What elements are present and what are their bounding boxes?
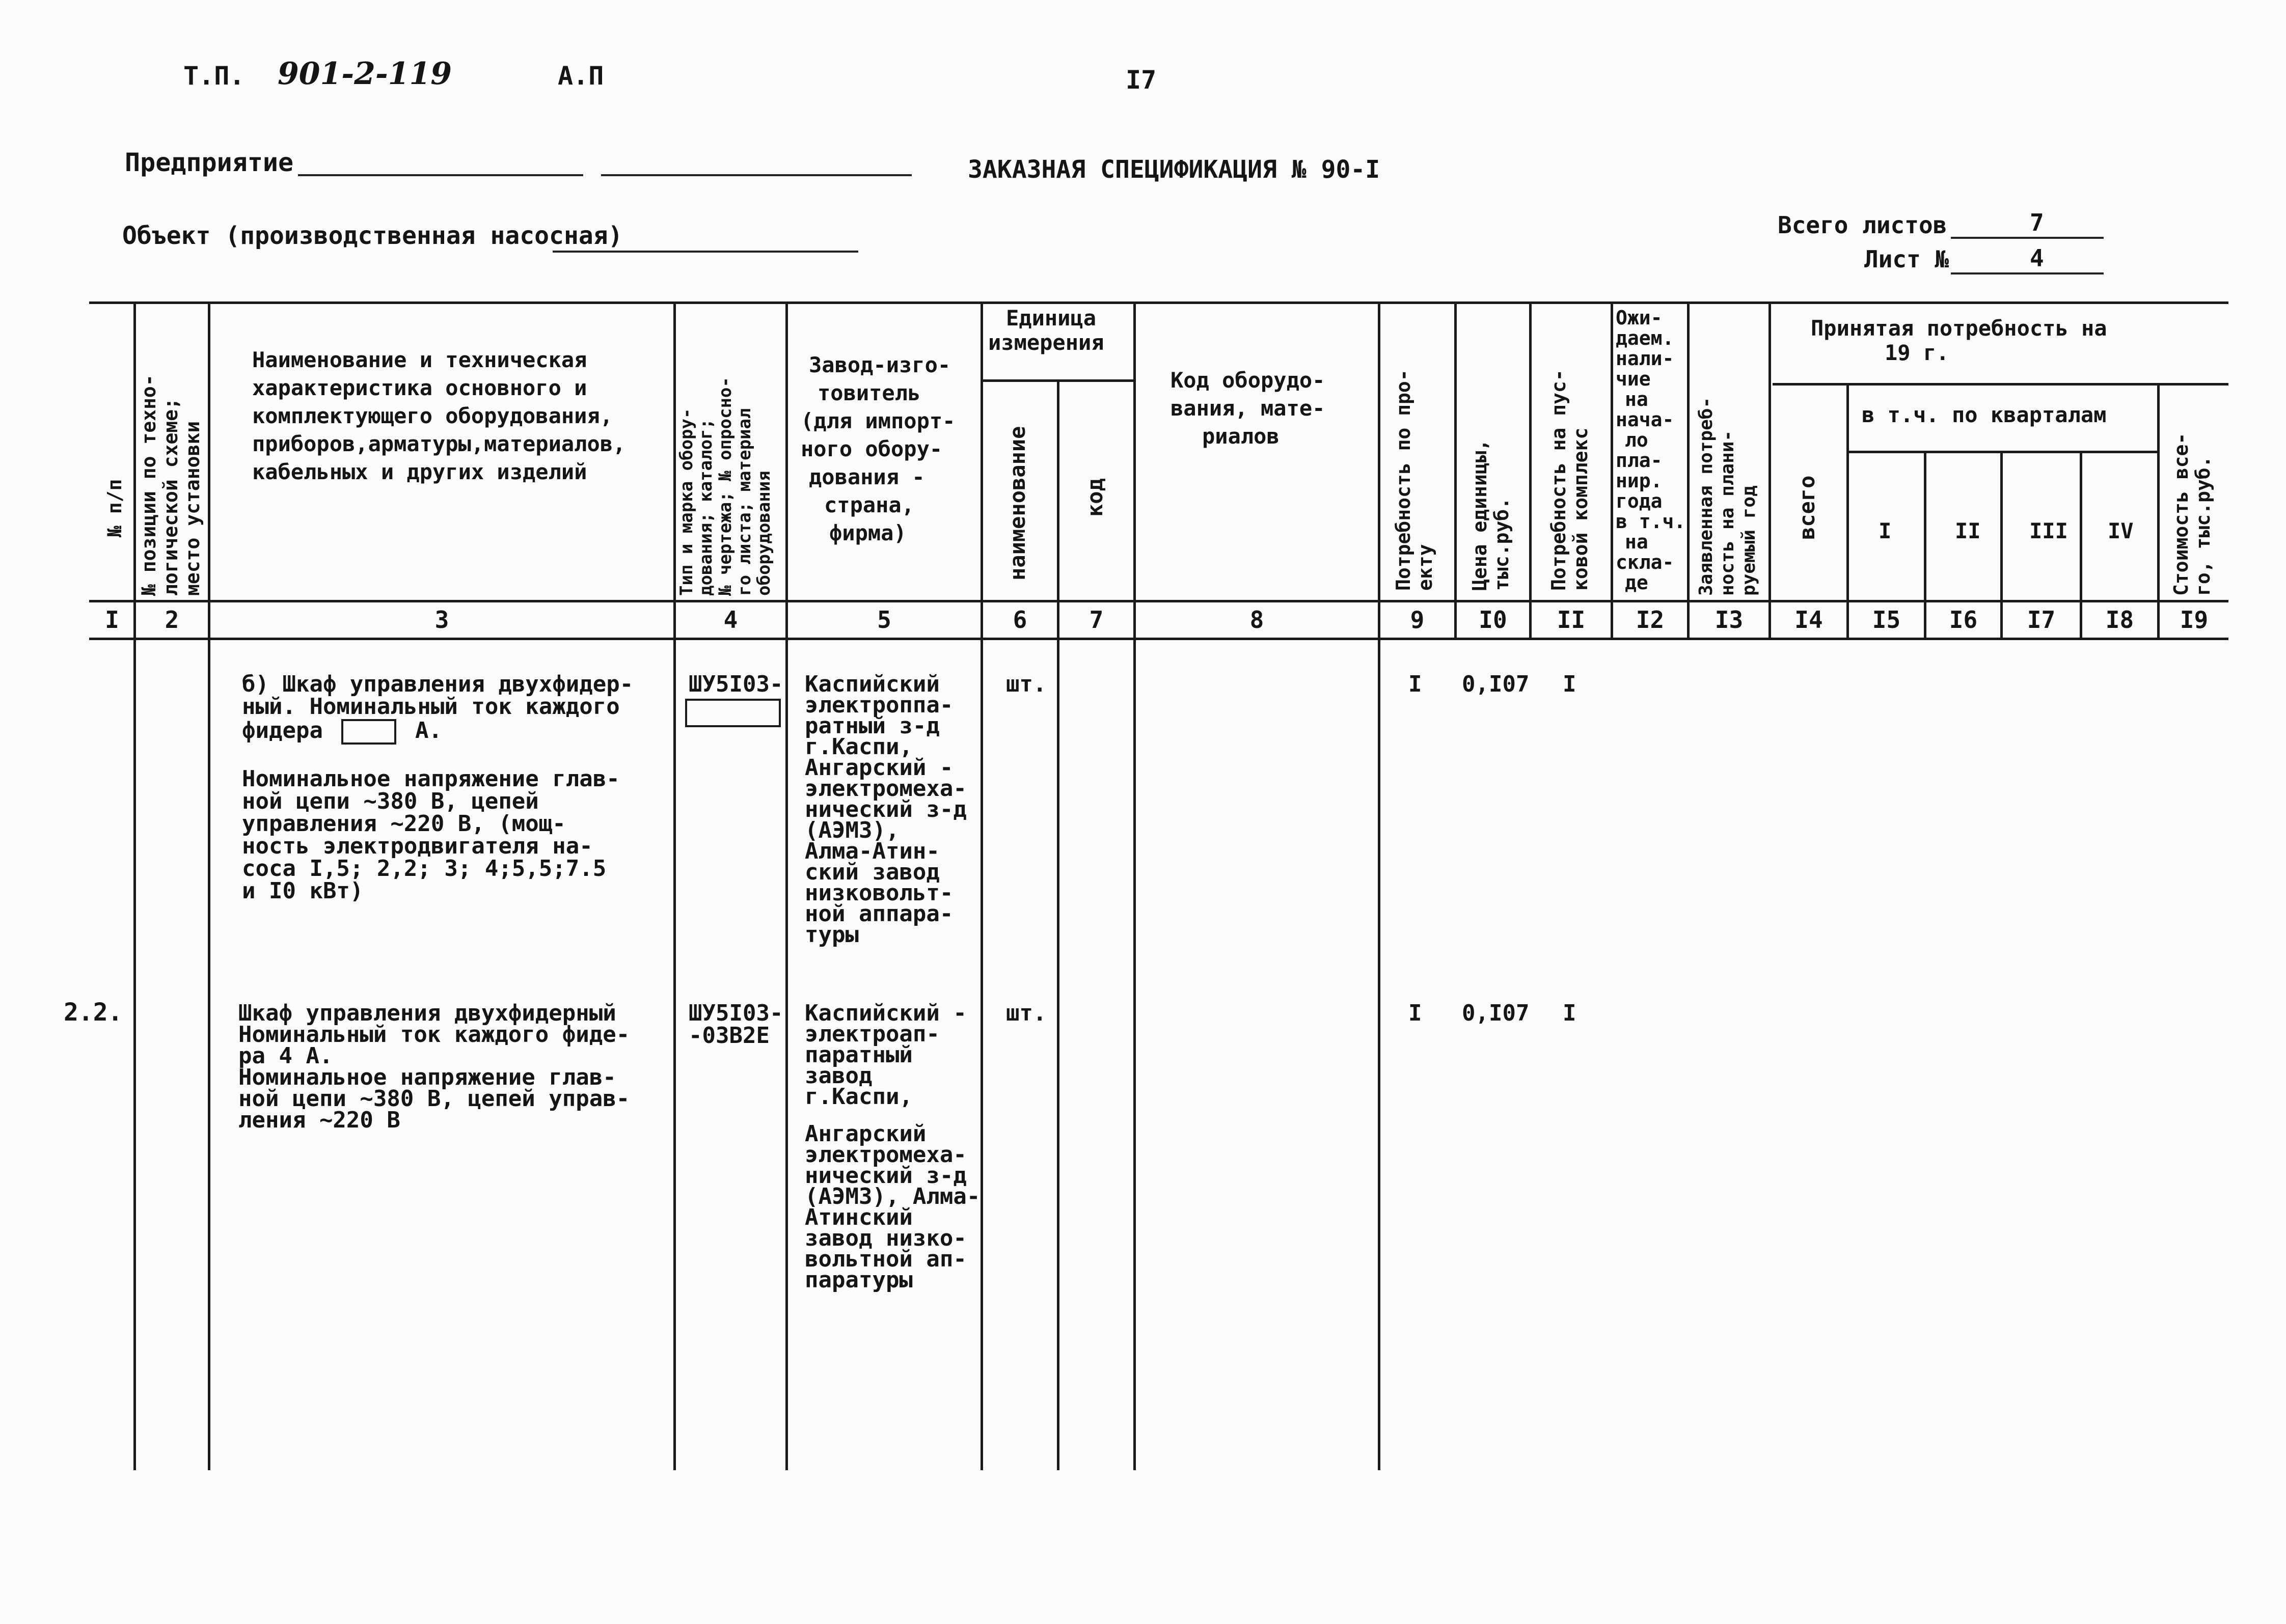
sheets-total-underline xyxy=(1951,237,2104,239)
header-col3-line3: комплектующего оборудования, xyxy=(252,403,613,428)
sheet-no-label: Лист № xyxy=(1864,245,1949,273)
row2-start: I xyxy=(1563,1000,1576,1026)
blank-type-box xyxy=(685,699,781,727)
row1-start: I xyxy=(1563,671,1576,697)
header-col4-line2: дования; каталог; xyxy=(696,419,716,596)
header-col5-line7: фирма) xyxy=(829,520,907,545)
sheet-no-underline xyxy=(1951,272,2104,274)
header-accepted-line1: Принятая потребность на xyxy=(1811,316,2107,341)
header-col6: наименование xyxy=(1005,426,1030,581)
header-col10-line2: тыс.руб. xyxy=(1490,497,1513,591)
header-col10-line1: Цена единицы, xyxy=(1468,439,1491,591)
enterprise-underline-2 xyxy=(601,174,912,176)
header-col2-line2: логической схеме; xyxy=(159,398,182,596)
header-col5-line2: товитель xyxy=(818,380,921,405)
header-col5-line1: Завод-изго- xyxy=(809,352,951,377)
header-col8-line1: Код оборудо- xyxy=(1171,368,1325,393)
album-label: А.П xyxy=(558,61,604,91)
header-col5-line3: (для импорт- xyxy=(801,408,956,433)
header-quarters-label: в т.ч. по кварталам xyxy=(1862,402,2107,427)
sheet-no-value: 4 xyxy=(2030,244,2044,272)
header-col9-line2: екту xyxy=(1414,544,1436,591)
row2-need: I xyxy=(1408,1000,1422,1026)
header-unit-line1: Единица xyxy=(1006,306,1097,331)
header-col3-line5: кабельных и других изделий xyxy=(252,459,587,484)
header-col4-line4: го листа; материал xyxy=(734,408,755,596)
row2-type-line2: -03В2Е xyxy=(689,1023,770,1049)
row1-type: ШУ5I03- xyxy=(689,671,783,697)
doc-code-handwritten: 901-2-119 xyxy=(278,56,452,92)
header-col3-line2: характеристика основного и xyxy=(252,375,587,400)
row2-unit: шт. xyxy=(1006,1000,1047,1026)
header-col11-line2: ковой комплекс xyxy=(1569,427,1592,591)
header-col13-line2: ность на плани- xyxy=(1717,430,1738,596)
header-accepted-line2: 19 г. xyxy=(1885,340,1949,365)
header-col5-line6: страна, xyxy=(824,492,915,517)
enterprise-label: Предприятие xyxy=(125,148,294,177)
object-label: Объект (производственная насосная) xyxy=(122,222,623,250)
sheets-total-label: Всего листов xyxy=(1778,211,1947,239)
header-col19-line2: го, тыс.руб. xyxy=(2192,456,2214,596)
header-col1: № п/п xyxy=(103,479,126,537)
row1-desc-line1: б) Шкаф управления двухфидер- xyxy=(242,671,634,697)
header-col14: всего xyxy=(1794,475,1819,540)
row1-desc-line3: фидера А. xyxy=(242,718,442,744)
header-col5-line4: ного обору- xyxy=(801,436,943,461)
header-col9-line1: Потребность по про- xyxy=(1392,369,1414,591)
header-col2-line1: № позиции по техно- xyxy=(138,374,160,596)
row1-price: 0,I07 xyxy=(1462,671,1530,697)
header-col4-line5: оборудования xyxy=(754,471,774,596)
header-col8-line2: вания, мате- xyxy=(1171,396,1325,421)
row2-pos: 2.2. xyxy=(64,998,123,1027)
header-col7: код xyxy=(1082,478,1107,517)
header-col3-line1: Наименование и техническая xyxy=(252,347,587,372)
header-col13-line3: руемый год xyxy=(1738,485,1759,596)
header-col4-line1: Тип и марка обору- xyxy=(676,408,697,596)
doc-code-prefix: Т.П. xyxy=(183,61,245,91)
sheets-total-value: 7 xyxy=(2030,209,2044,236)
row1-desc-line2: ный. Номинальный ток каждого xyxy=(242,694,620,720)
row1-need: I xyxy=(1408,671,1422,697)
object-underline xyxy=(553,251,858,253)
header-col2-line3: место установки xyxy=(181,421,204,596)
header-q3: III xyxy=(2029,518,2068,543)
blank-current-box xyxy=(341,719,396,745)
header-q2: II xyxy=(1955,518,1981,543)
header-col3-line4: приборов,арматуры,материалов, xyxy=(252,431,626,456)
spec-title: ЗАКАЗНАЯ СПЕЦИФИКАЦИЯ № 90-I xyxy=(968,155,1380,184)
header-col5-line5: дования - xyxy=(809,464,925,489)
header-unit-line2: измерения xyxy=(988,330,1104,355)
row1-unit: шт. xyxy=(1006,671,1047,697)
header-col19-line1: Стоимость все- xyxy=(2170,432,2192,596)
header-col11-line1: Потребность на пус- xyxy=(1547,369,1570,591)
row2-price: 0,I07 xyxy=(1462,1000,1530,1026)
header-q1: I xyxy=(1879,518,1892,543)
enterprise-underline-1 xyxy=(298,174,583,176)
page-number: I7 xyxy=(1126,65,1157,95)
header-col4-line3: № чертежа; № опросно- xyxy=(715,377,736,596)
header-q4: IV xyxy=(2108,518,2134,543)
header-col13-line1: Заявленная потреб- xyxy=(1696,397,1717,596)
row2-type-line1: ШУ5I03- xyxy=(689,1000,783,1026)
header-col8-line3: риалов xyxy=(1202,424,1280,449)
